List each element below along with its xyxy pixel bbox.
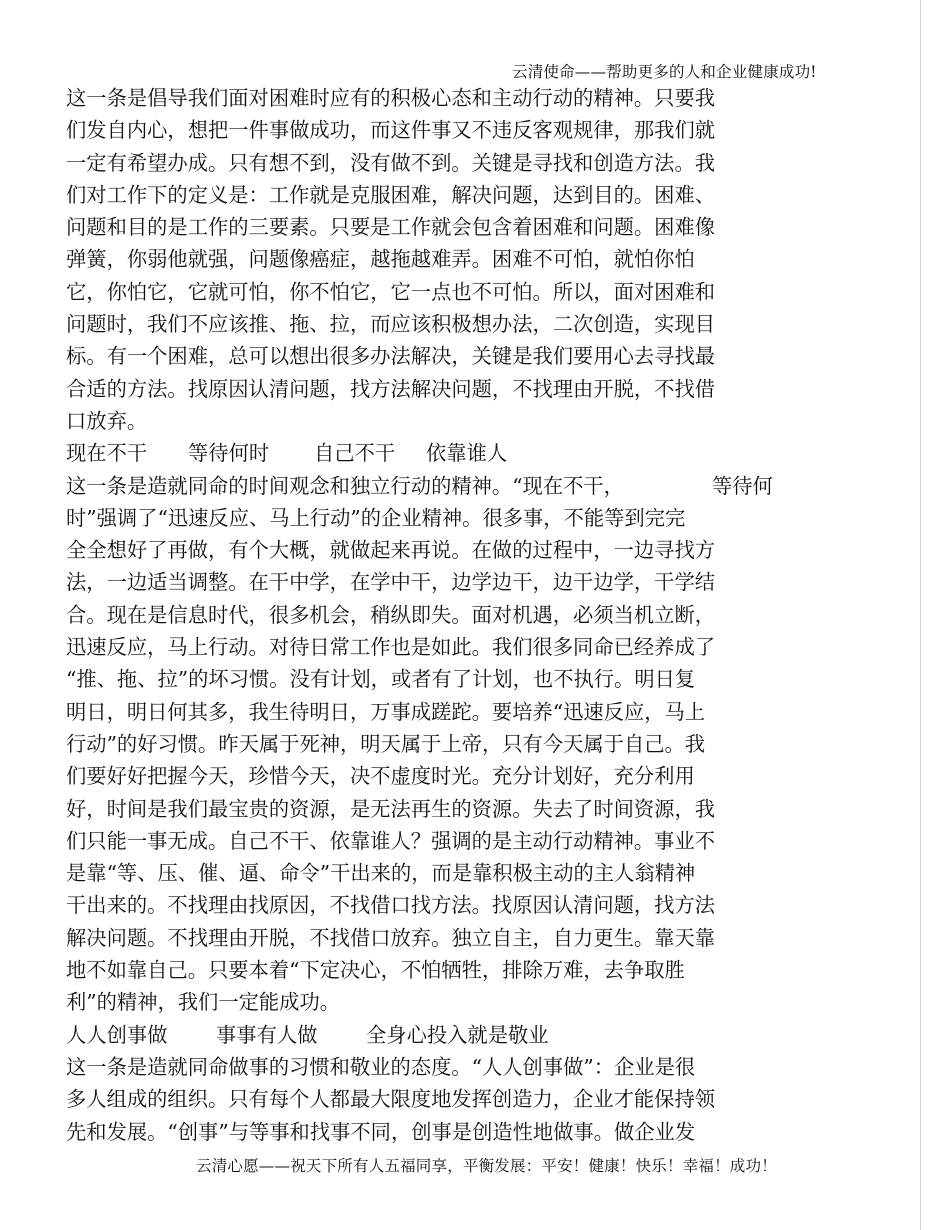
- section-2-heading: [66, 437, 773, 469]
- header-slogan: 云清使命——帮助更多的人和企业健康成功!: [512, 63, 817, 81]
- paragraph-line: 多人组成的组织。只有每个人都最大限度地发挥创造力，企业才能保持领: [66, 1087, 716, 1112]
- paragraph-line: 干出来的。不找理由找原因，不找借口找方法。找原因认清问题，找方法: [66, 893, 716, 918]
- section-2-paragraph: [66, 470, 773, 1019]
- paragraph-line: 口放弃。: [66, 408, 148, 433]
- section-3-heading: [66, 1019, 773, 1051]
- paragraph-line: 全全想好了再做，有个大概，就做起来再说。在做的过程中，一边寻找方: [66, 538, 716, 563]
- paragraph-line: 标。有一个困难，总可以想出很多办法解决，关键是我们要用心去寻找最: [66, 344, 716, 369]
- paragraph-line: 地不如靠自己。只要本着“下定决心，不怕牺牲，排除万难，去争取胜: [66, 958, 685, 983]
- document-body: [66, 82, 773, 1148]
- paragraph-line: 时”强调了“迅速反应、马上行动”的企业精神。很多事，不能等到完完: [66, 505, 686, 530]
- heading-phrase: 全身心投入就是敬业: [366, 1022, 549, 1047]
- paragraph-line: 这一条是造就同命做事的习惯和敬业的态度。“人人创事做”：企业是很: [66, 1054, 696, 1079]
- paragraph-line: 弹簧，你弱他就强，问题像癌症，越拖越难弄。困难不可怕，就怕你怕: [66, 247, 695, 272]
- paragraph-line: 先和发展。“创事”与等事和找事不同，创事是创造性地做事。做企业发: [66, 1119, 696, 1144]
- paragraph-line: 利”的精神，我们一定能成功。: [66, 990, 341, 1015]
- paragraph-line: 们要好好把握今天，珍惜今天，决不虚度时光。充分计划好，充分利用: [66, 764, 695, 789]
- paragraph-line: 一定有希望办成。只有想不到，没有做不到。关键是寻找和创造方法。我: [66, 150, 716, 175]
- paragraph-line: 明日，明日何其多，我生待明日，万事成蹉跎。要培养“迅速反应，马上: [66, 699, 706, 724]
- line-text: 这一条是造就同命的时间观念和独立行动的精神。“现在不干，: [66, 473, 624, 498]
- paragraph-line: 问题时，我们不应该推、拖、拉，而应该积极想办法，二次创造，实现目: [66, 312, 716, 337]
- line-text: 等待何: [711, 473, 773, 498]
- footer-slogan: 云清心愿——祝天下所有人五福同享，平衡发展：平安！健康！快乐！幸福！成功！: [196, 1157, 777, 1175]
- section-1-paragraph: [66, 82, 773, 437]
- paragraph-line: 们对工作下的定义是：工作就是克服困难，解决问题，达到目的。困难、: [66, 182, 716, 207]
- paragraph-line: “推、拖、拉”的坏习惯。没有计划，或者有了计划，也不执行。明日复: [66, 667, 696, 692]
- paragraph-line: 们只能一事无成。自己不干、依靠谁人？强调的是主动行动精神。事业不: [66, 828, 716, 853]
- paragraph-line: 问题和目的是工作的三要素。只要是工作就会包含着困难和问题。困难像: [66, 215, 716, 240]
- paragraph-line: 解决问题。不找理由开脱，不找借口放弃。独立自主，自力更生。靠天靠: [66, 925, 716, 950]
- paragraph-line: 们发自内心，想把一件事做成功，而这件事又不违反客观规律，那我们就: [66, 118, 716, 143]
- page-edge-divider: [920, 0, 921, 1230]
- paragraph-line: 迅速反应，马上行动。对待日常工作也是如此。我们很多同命已经养成了: [66, 635, 716, 660]
- heading-phrase: 人人创事做: [66, 1022, 168, 1047]
- heading-phrase: 事事有人做: [216, 1022, 318, 1047]
- paragraph-line: 合。现在是信息时代，很多机会，稍纵即失。面对机遇，必须当机立断，: [66, 602, 716, 627]
- paragraph-line: 它，你怕它，它就可怕，你不怕它，它一点也不可怕。所以，面对困难和: [66, 279, 716, 304]
- heading-phrase: 等待何时: [188, 441, 270, 466]
- heading-phrase: 自己不干: [314, 441, 396, 466]
- paragraph-line: 是靠“等、压、催、逼、命令”干出来的，而是靠积极主动的主人翁精神: [66, 861, 696, 886]
- paragraph-line: 行动”的好习惯。昨天属于死神，明天属于上帝，只有今天属于自己。我: [66, 731, 706, 756]
- heading-phrase: 现在不干: [66, 441, 148, 466]
- section-3-paragraph: [66, 1051, 773, 1148]
- paragraph-line: 法，一边适当调整。在干中学，在学中干，边学边干，边干边学，干学结: [66, 570, 716, 595]
- paragraph-line: 好，时间是我们最宝贵的资源，是无法再生的资源。失去了时间资源，我: [66, 796, 716, 821]
- paragraph-line: 这一条是倡导我们面对困难时应有的积极心态和主动行动的精神。只要我: [66, 86, 716, 110]
- paragraph-line: [66, 470, 773, 502]
- heading-phrase: 依靠谁人: [426, 441, 508, 466]
- paragraph-line: 合适的方法。找原因认清问题，找方法解决问题，不找理由开脱，不找借: [66, 376, 716, 401]
